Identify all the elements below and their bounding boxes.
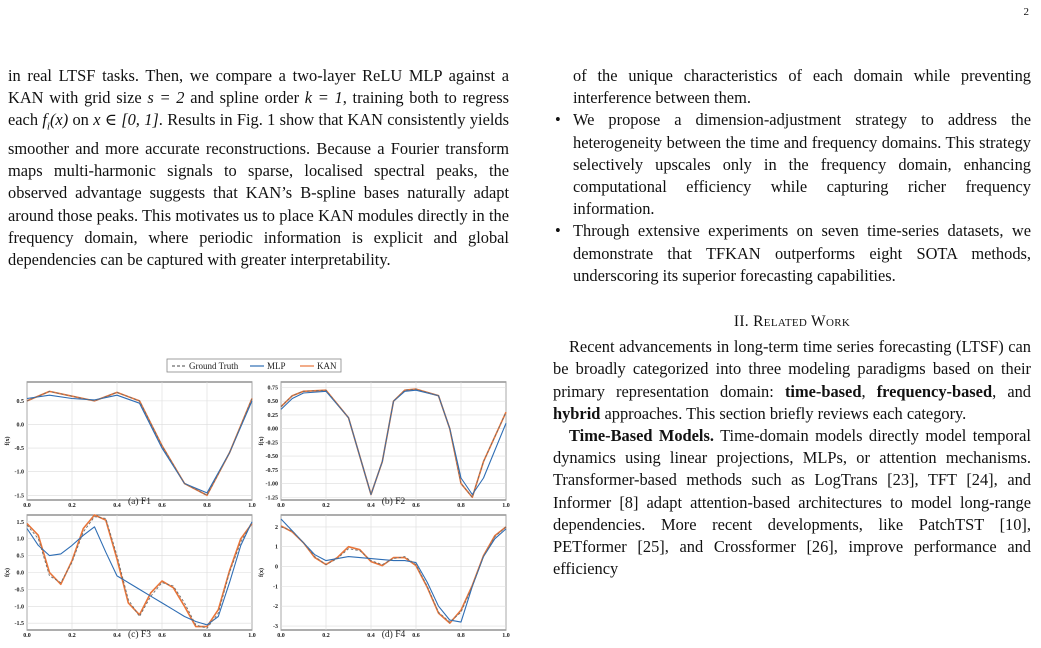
section-title: Related Work bbox=[753, 313, 851, 331]
legend-label: MLP bbox=[267, 361, 286, 371]
x-tick-label: 1.0 bbox=[502, 503, 510, 509]
x-tick-label: 1.0 bbox=[248, 503, 256, 509]
legend-label: Ground Truth bbox=[189, 361, 239, 371]
x-tick-label: 0.0 bbox=[277, 503, 285, 509]
plot-frame bbox=[281, 382, 506, 500]
subplot-1 bbox=[4, 382, 256, 509]
text-run: Time-domain models directly model temporal dynamics using linear projections, MLPs, or attention mechanisms. Transformer-based methods such as LogTrans [23], TFT [24], and Informer [8] adapt attention-based architectures to model long-range dependencies. More recent developments, like PatchTST [10], PETformer [25], and Crossformer [26], improve performance and efficiency bbox=[553, 426, 1031, 579]
subplot-2 bbox=[258, 382, 510, 509]
y-tick-label: -1.0 bbox=[14, 469, 24, 476]
x-tick-label: 0.0 bbox=[23, 503, 31, 509]
math-domain: x ∈ [0, 1] bbox=[93, 110, 159, 130]
related-work-paragraph bbox=[553, 336, 1031, 425]
y-tick-label: -1.0 bbox=[14, 604, 24, 611]
math-fi-subscript: i bbox=[46, 120, 50, 133]
x-tick-label: 0.8 bbox=[203, 503, 211, 509]
plot-frame bbox=[281, 515, 506, 630]
bullet-continuation: of the unique characteristics of each domain while preventing interference between them. bbox=[573, 66, 1031, 108]
x-tick-label: 0.2 bbox=[68, 503, 76, 509]
y-tick-label: 0.50 bbox=[267, 399, 278, 406]
y-tick-label: -0.50 bbox=[265, 454, 278, 461]
legend-label: KAN bbox=[317, 361, 337, 371]
right-column bbox=[553, 65, 1031, 580]
y-tick-label: -1.5 bbox=[14, 621, 24, 628]
text-run: Recent advancements in long-term time series forecasting (LTSF) can be broadly categorized into three modeling paradigms based on their primary representation domain: bbox=[553, 337, 1031, 401]
y-axis-label: f(x) bbox=[259, 568, 265, 577]
text-run: , bbox=[861, 381, 877, 401]
figure-canvas bbox=[0, 352, 515, 648]
y-tick-label: 0.75 bbox=[267, 385, 278, 392]
section-number: II. bbox=[733, 313, 749, 331]
math-fi: f bbox=[42, 110, 47, 130]
y-tick-label: -0.25 bbox=[265, 440, 278, 447]
math-grid-size: s = 2 bbox=[147, 88, 185, 108]
bold-term: frequency-based bbox=[876, 381, 993, 401]
y-tick-label: -1 bbox=[273, 584, 278, 591]
y-tick-label: -3 bbox=[273, 624, 278, 631]
x-tick-label: 0.4 bbox=[367, 633, 375, 639]
math-fi-arg: (x) bbox=[49, 110, 69, 130]
y-axis-label: f(x) bbox=[5, 568, 11, 577]
subplot-caption: (c) F3 bbox=[128, 630, 151, 640]
section-heading bbox=[553, 311, 1031, 333]
y-tick-label: 1.5 bbox=[16, 519, 24, 526]
bold-term: hybrid bbox=[553, 403, 601, 423]
x-tick-label: 1.0 bbox=[502, 633, 510, 639]
paragraph-heading: Time-Based Models. bbox=[569, 426, 714, 446]
y-tick-label: -1.00 bbox=[265, 481, 278, 488]
x-tick-label: 0.2 bbox=[68, 633, 76, 639]
x-tick-label: 0.4 bbox=[367, 503, 375, 509]
x-tick-label: 0.6 bbox=[412, 633, 420, 639]
x-tick-label: 0.8 bbox=[457, 503, 465, 509]
y-tick-label: 0.0 bbox=[16, 570, 24, 577]
y-tick-label: -1.25 bbox=[265, 495, 278, 502]
text-run: approaches. This section briefly reviews each category. bbox=[600, 403, 967, 423]
x-tick-label: 0.4 bbox=[113, 503, 121, 509]
text-run: . Results in Fig. 1 show that KAN consistently yields smoother and more accurate reconstructions. Because a Fourier transform maps multi-harmonic signals to sparse, localised spectral peaks, the observed advantage suggests that KAN’s B-spline bases naturally adapt around those peaks. This motivates us to place KAN modules directly in the frequency domain, where periodic information is explicit and global dependencies can be captured with greater interpretability. bbox=[8, 110, 509, 269]
x-tick-label: 0.6 bbox=[412, 503, 420, 509]
subplot-3 bbox=[4, 515, 256, 640]
x-tick-label: 0.6 bbox=[158, 633, 166, 639]
subplot-caption: (a) F1 bbox=[128, 497, 151, 507]
y-axis-label: f(x) bbox=[259, 436, 265, 446]
y-tick-label: -1.5 bbox=[14, 493, 24, 500]
figure-1 bbox=[0, 352, 515, 648]
y-tick-label: -0.75 bbox=[265, 467, 278, 474]
y-tick-label: 0.5 bbox=[16, 553, 24, 560]
y-tick-label: 1.0 bbox=[16, 536, 24, 543]
text-run: , training both to regress each bbox=[8, 88, 509, 130]
y-tick-label: 2 bbox=[275, 524, 278, 531]
x-tick-label: 0.0 bbox=[277, 633, 285, 639]
text-run: in real LTSF tasks. Then, we compare a two-layer ReLU MLP against a KAN with grid size bbox=[8, 66, 509, 108]
x-tick-label: 0.4 bbox=[113, 633, 121, 639]
contribution-list bbox=[553, 109, 1031, 287]
plot-frame bbox=[27, 382, 252, 500]
subplot-caption: (d) F4 bbox=[381, 630, 406, 640]
time-based-paragraph bbox=[553, 425, 1031, 580]
y-tick-label: 0 bbox=[275, 564, 278, 571]
contribution-item: • Through extensive experiments on seven time-series datasets, we demonstrate that TFKAN outperforms eight SOTA methods, underscoring its superior forecasting capabilities. bbox=[553, 220, 1031, 287]
legend bbox=[167, 359, 341, 372]
text-run: , and bbox=[992, 381, 1031, 401]
y-tick-label: -0.5 bbox=[14, 587, 24, 594]
y-tick-label: 1 bbox=[275, 544, 278, 551]
x-tick-label: 0.6 bbox=[158, 503, 166, 509]
x-tick-label: 0.2 bbox=[322, 633, 330, 639]
y-tick-label: 0.5 bbox=[16, 398, 24, 405]
x-tick-label: 0.0 bbox=[23, 633, 31, 639]
y-tick-label: 0.00 bbox=[267, 426, 278, 433]
contribution-item: • We propose a dimension-adjustment strategy to address the heterogeneity between the time and frequency domains. This strategy selectively upscales only in the frequency domain, enhancing computational efficiency while capturing richer frequency information. bbox=[553, 109, 1031, 220]
subplot-caption: (b) F2 bbox=[381, 497, 406, 507]
x-tick-label: 1.0 bbox=[248, 633, 256, 639]
y-tick-label: -0.5 bbox=[14, 446, 24, 453]
intro-paragraph bbox=[8, 65, 509, 271]
x-tick-label: 0.2 bbox=[322, 503, 330, 509]
text-run: and spline order bbox=[184, 88, 305, 108]
bold-term: time-based bbox=[784, 381, 862, 401]
y-tick-label: 0.25 bbox=[267, 412, 278, 419]
y-tick-label: 0.0 bbox=[16, 422, 24, 429]
x-tick-label: 0.8 bbox=[203, 633, 211, 639]
left-column bbox=[8, 65, 509, 271]
y-axis-label: f(x) bbox=[5, 436, 11, 446]
y-tick-label: -2 bbox=[273, 604, 278, 611]
math-spline-order: k = 1 bbox=[304, 88, 343, 108]
subplot-4 bbox=[258, 515, 510, 640]
text-run: on bbox=[68, 110, 94, 130]
x-tick-label: 0.8 bbox=[457, 633, 465, 639]
page-number: 2 bbox=[1023, 6, 1029, 18]
